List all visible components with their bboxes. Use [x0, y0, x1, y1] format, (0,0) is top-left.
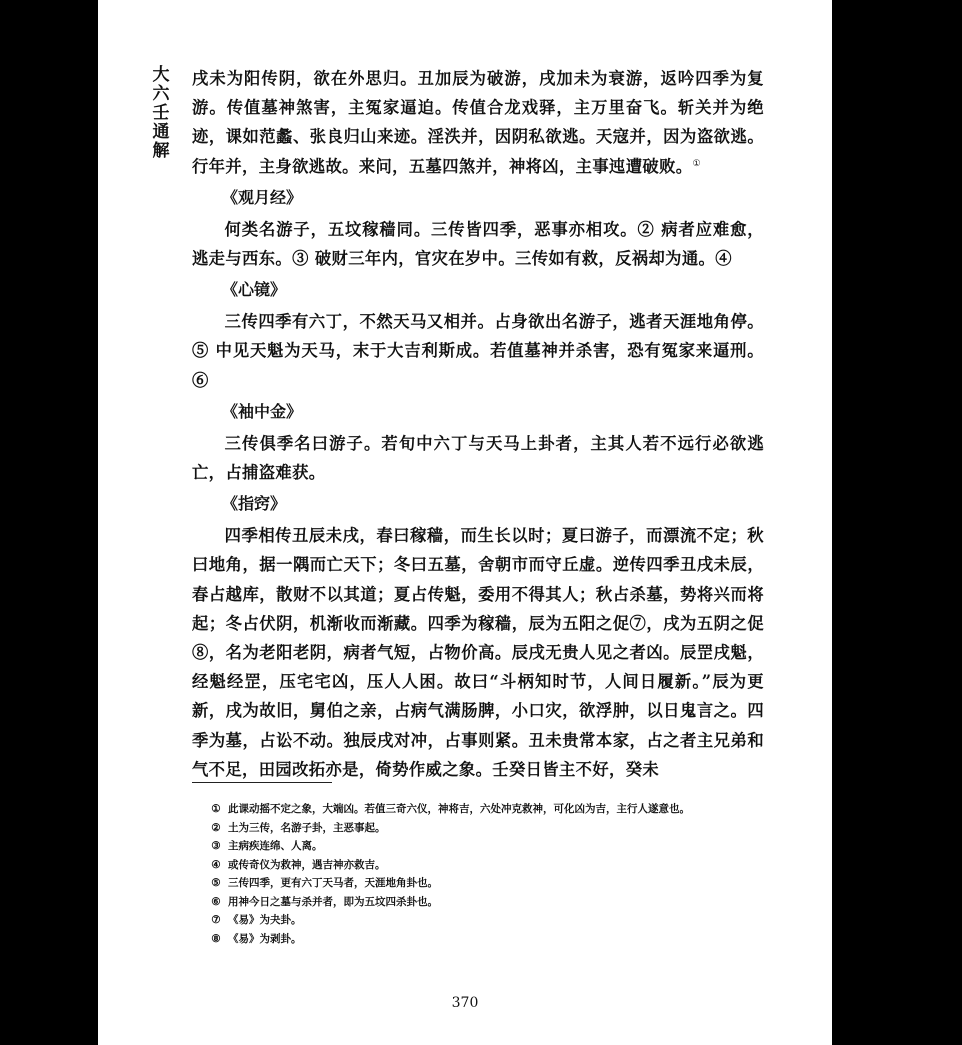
- paragraph: 三传俱季名曰游子。若旬中六丁与天马上卦者，主其人若不远行必欲逃亡，占捕盗难获。: [192, 433, 764, 483]
- footnote-mark: ①: [211, 803, 221, 815]
- section-heading: 《袖中金》: [222, 401, 303, 421]
- footnote-divider: [192, 782, 332, 783]
- footnote-text: 用神今日之墓与杀并者，即为五坟四杀卦也。: [228, 895, 438, 908]
- paragraph: 戌未为阳传阴，欲在外思归。丑加辰为破游，戌加未为衰游，返吟四季为复游。传值墓神煞害，主冤家逼迫。传值合龙戏驿，主万里奋飞。斩关并为绝迹，课如范蠡、张良归山来迹。淫泆并，因阴私欲逃。天寇并，因为盗欲逃。行年并，主身欲逃故。来问，五墓四煞并，神将凶，主事迍遭破败。①: [192, 69, 764, 176]
- footnote-mark: ②: [211, 821, 221, 834]
- footnote-text: 或传奇仪为救神，遇吉神亦救吉。: [228, 858, 386, 871]
- paragraph: 何类名游子，五坟稼穑同。三传皆四季，恶事亦相攻。② 病者应难愈，逃走与西东。③ 破财三年内，官灾在岁中。三传如有救，反祸却为通。④: [192, 219, 764, 269]
- footnote-text: 此课动摇不定之象，大端凶。若值三奇六仪，神将吉，六处冲克救神，可化凶为吉，主行人遂意也。: [228, 803, 690, 815]
- paragraph: 四季相传丑辰未戌，春曰稼穑，而生长以时；夏曰游子，而漂流不定；秋曰地角，据一隅而亡天下；冬曰五墓，舍朝市而守丘虚。逆传四季丑戌未辰，春占越库，散财不以其道；夏占传魁，委用不得其人；秋占杀墓，势将兴而将起；冬占伏阴，机渐收而渐藏。四季为稼穑，辰为五阳之促⑦，戌为五阴之促⑧，名为老阳老阴，病者气短，占物价高。辰戌无贵人见之者凶。辰罡戌魁，经魁经罡，压宅宅凶，压人人困。故曰“斗柄知时节，人间日履新。”辰为更新，戌为故旧，舅伯之亲，占病气满肠脾，小口灾，欲浮肿，以日鬼言之。四季为墓，占讼不动。独辰戌对冲，占事则紧。丑未贵常本家，占之者主兄弟和气不足，田园改拓亦是，倚势作威之象。壬癸日皆主不好，癸未: [192, 526, 764, 779]
- book-page: [98, 0, 832, 1045]
- footnote-mark: ⑥: [211, 895, 221, 908]
- paragraph: 三传四季有六丁，不然天马又相并。占身欲出名游子，逃者天涯地角停。⑤ 中见天魁为天马，末于大吉利斯成。若值墓神并杀害，恐有冤家来逼刑。⑥: [192, 312, 764, 390]
- footnote-item: [192, 837, 782, 856]
- footnotes: [192, 800, 782, 948]
- section-heading: 《指窍》: [222, 494, 287, 514]
- page-number: 370: [451, 995, 479, 1011]
- footnote-text: 三传四季，更有六丁天马者，天涯地角卦也。: [228, 877, 438, 889]
- section-heading: 《观月经》: [222, 187, 303, 207]
- footnote-text: 主病疾连绵、人离。: [228, 840, 323, 852]
- footnote-item: [192, 874, 782, 893]
- footnote-mark: ④: [211, 858, 221, 871]
- footnote-item: [192, 930, 782, 949]
- running-book-title: 大六壬通解: [152, 65, 170, 161]
- footnote-item: [192, 893, 782, 912]
- main-text: [192, 64, 764, 784]
- footnote-item: [192, 800, 782, 819]
- footnote-item: [192, 856, 782, 875]
- footnote-item: [192, 911, 782, 930]
- footnote-mark: ⑧: [211, 932, 221, 945]
- footnote-text: 土为三传，名游子卦，主恶事起。: [228, 821, 386, 834]
- footnote-item: [192, 819, 782, 838]
- section-heading: 《心镜》: [222, 280, 287, 300]
- footnote-ref[interactable]: ①: [692, 158, 701, 169]
- footnote-text: 《易》为夬卦。: [228, 914, 302, 926]
- footnote-text: 《易》为剥卦。: [228, 932, 302, 945]
- footnote-mark: ⑦: [211, 914, 221, 926]
- footnote-mark: ③: [211, 840, 221, 852]
- footnote-mark: ⑤: [211, 877, 221, 889]
